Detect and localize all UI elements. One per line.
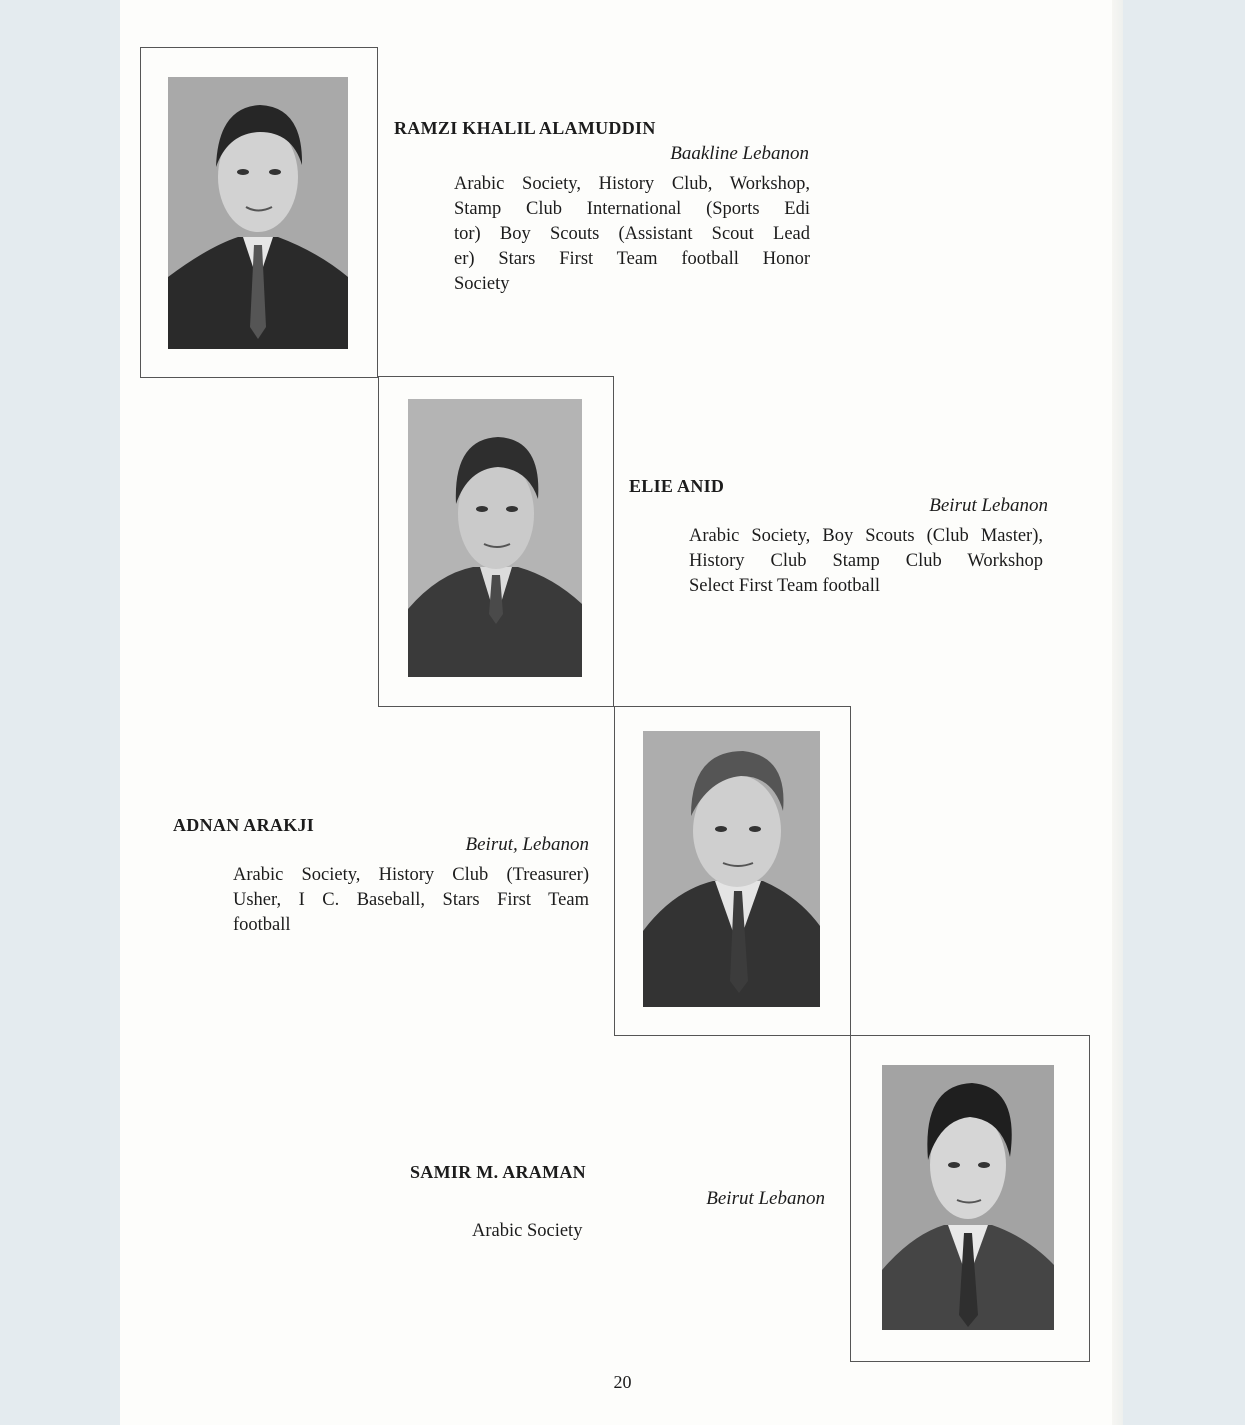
portrait-photo-arakji	[643, 731, 820, 1007]
activities-line: Usher, I C. Baseball, Stars First Team	[233, 890, 589, 910]
student-name: ADNAN ARAKJI	[173, 815, 315, 835]
page-number: 20	[613, 1372, 632, 1392]
portrait-photo-alamuddin	[168, 77, 348, 349]
activities-line: Society	[454, 274, 510, 294]
activities-line: football	[233, 915, 291, 935]
student-activities	[472, 1219, 602, 1244]
student-activities	[454, 172, 810, 297]
portrait-photo-anid	[408, 399, 582, 677]
student-name: SAMIR M. ARAMAN	[410, 1162, 586, 1182]
activities-line: Select First Team football	[689, 576, 881, 596]
activities-line: er) Stars First Team football Honor	[454, 249, 810, 269]
portrait-photo-araman	[882, 1065, 1054, 1330]
activities-line: Arabic Society	[472, 1221, 583, 1241]
activities-line: Arabic Society, Boy Scouts (Club Master),	[689, 526, 1043, 546]
student-hometown: Beirut Lebanon	[706, 1188, 825, 1209]
activities-line: Stamp Club International (Sports Edi	[454, 199, 810, 219]
student-name: ELIE ANID	[629, 476, 725, 496]
activities-line: tor) Boy Scouts (Assistant Scout Lead	[454, 224, 810, 244]
activities-line: Arabic Society, History Club, Workshop,	[454, 174, 810, 194]
student-hometown: Beirut, Lebanon	[465, 834, 589, 855]
student-hometown: Beirut Lebanon	[929, 495, 1048, 516]
student-name: RAMZI KHALIL ALAMUDDIN	[394, 118, 656, 138]
student-activities	[689, 524, 1043, 599]
student-activities	[233, 863, 589, 938]
activities-line: Arabic Society, History Club (Treasurer)	[233, 865, 589, 885]
activities-line: History Club Stamp Club Workshop	[689, 551, 1043, 571]
page-edge	[1112, 0, 1123, 1425]
student-hometown: Baakline Lebanon	[670, 143, 809, 164]
